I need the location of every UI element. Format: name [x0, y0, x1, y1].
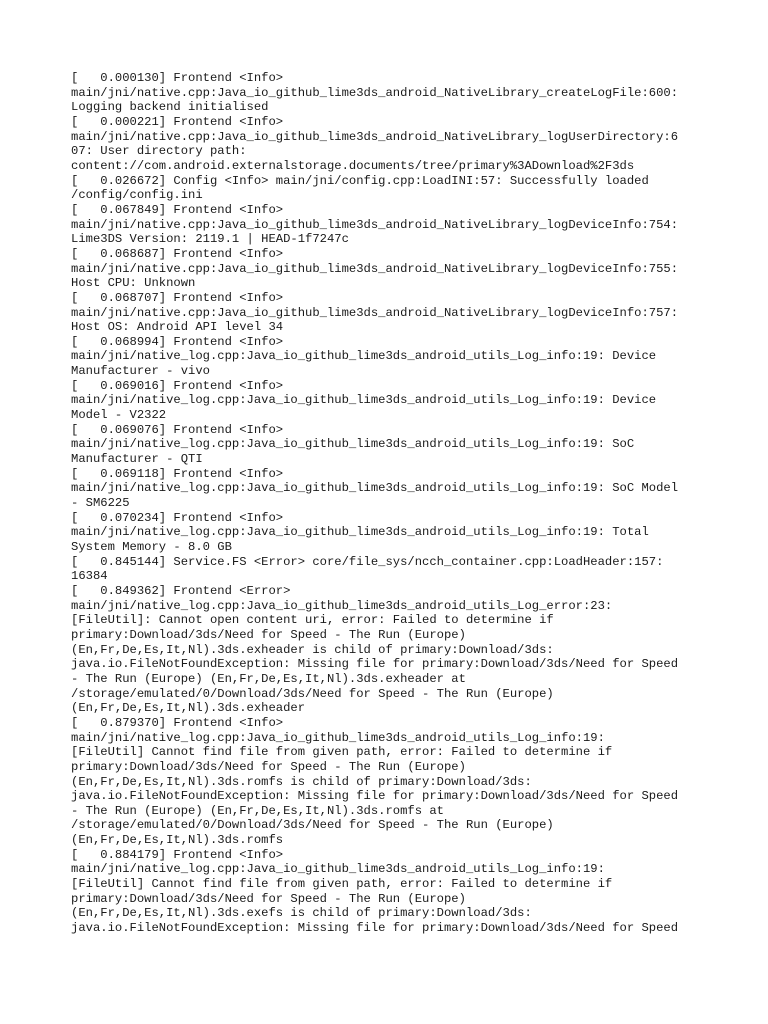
log-line: - The Run (Europe) (En,Fr,De,Es,It,Nl).3ds.exheader at: [71, 671, 466, 686]
log-line: /storage/emulated/0/Download/3ds/Need for Speed - The Run (Europe): [71, 686, 554, 701]
log-line: main/jni/native.cpp:Java_io_github_lime3ds_android_NativeLibrary_logUserDirectory:6: [71, 129, 679, 144]
log-line: java.io.FileNotFoundException: Missing file for primary:Download/3ds/Need for Speed: [71, 657, 679, 672]
log-line: primary:Download/3ds/Need for Speed - The Run (Europe): [71, 891, 466, 906]
log-line: /storage/emulated/0/Download/3ds/Need for Speed - The Run (Europe): [71, 818, 554, 833]
log-line: main/jni/native.cpp:Java_io_github_lime3ds_android_NativeLibrary_logDeviceInfo:755:: [71, 261, 679, 276]
log-line: Manufacturer - QTI: [71, 452, 203, 467]
log-line: [ 0.000130] Frontend <Info>: [71, 71, 284, 85]
log-line: [ 0.845144] Service.FS <Error> core/file_sys/ncch_container.cpp:LoadHeader:157:: [71, 554, 664, 569]
log-line: main/jni/native.cpp:Java_io_github_lime3ds_android_NativeLibrary_logDeviceInfo:757:: [71, 305, 679, 320]
log-line: content://com.android.externalstorage.documents/tree/primary%3ADownload%2F3ds: [71, 158, 635, 173]
log-document-page: [71, 71, 711, 936]
log-text-body: [71, 71, 711, 936]
log-line: primary:Download/3ds/Need for Speed - The Run (Europe): [71, 759, 466, 774]
log-line: [ 0.000221] Frontend <Info>: [71, 114, 284, 129]
log-line: Host CPU: Unknown: [71, 276, 196, 291]
log-line: Lime3DS Version: 2119.1 | HEAD-1f7247c: [71, 232, 349, 247]
log-line: main/jni/native_log.cpp:Java_io_github_lime3ds_android_utils_Log_info:19:: [71, 730, 605, 745]
log-line: [ 0.067849] Frontend <Info>: [71, 202, 284, 217]
log-line: main/jni/native_log.cpp:Java_io_github_lime3ds_android_utils_Log_info:19:: [71, 862, 605, 877]
log-line: (En,Fr,De,Es,It,Nl).3ds.exefs is child of primary:Download/3ds:: [71, 906, 532, 921]
log-line: main/jni/native_log.cpp:Java_io_github_lime3ds_android_utils_Log_error:23:: [71, 598, 613, 613]
log-line: (En,Fr,De,Es,It,Nl).3ds.romfs: [71, 833, 284, 848]
log-line: main/jni/native_log.cpp:Java_io_github_lime3ds_android_utils_Log_info:19: SoC Model: [71, 481, 679, 496]
log-line: main/jni/native.cpp:Java_io_github_lime3ds_android_NativeLibrary_logDeviceInfo:754:: [71, 217, 679, 232]
log-line: [ 0.068687] Frontend <Info>: [71, 246, 284, 261]
log-line: [ 0.069076] Frontend <Info>: [71, 422, 284, 437]
log-line: 16384: [71, 569, 108, 584]
log-line: [ 0.068994] Frontend <Info>: [71, 334, 284, 349]
log-line: System Memory - 8.0 GB: [71, 540, 232, 554]
log-line: main/jni/native_log.cpp:Java_io_github_lime3ds_android_utils_Log_info:19: Device: [71, 349, 657, 364]
log-line: main/jni/native_log.cpp:Java_io_github_lime3ds_android_utils_Log_info:19: Device: [71, 393, 657, 408]
log-line: [ 0.069118] Frontend <Info>: [71, 466, 284, 481]
log-line: [ 0.026672] Config <Info> main/jni/config.cpp:LoadINI:57: Successfully loaded: [71, 173, 649, 188]
log-line: (En,Fr,De,Es,It,Nl).3ds.exheader: [71, 701, 306, 716]
log-line: java.io.FileNotFoundException: Missing file for primary:Download/3ds/Need for Speed: [71, 921, 679, 936]
log-line: [FileUtil] Cannot find file from given path, error: Failed to determine if: [71, 877, 613, 892]
log-line: - SM6225: [71, 496, 130, 511]
log-line: [ 0.070234] Frontend <Info>: [71, 510, 284, 525]
log-line: Model - V2322: [71, 408, 167, 423]
log-line: main/jni/native.cpp:Java_io_github_lime3ds_android_NativeLibrary_createLogFile:600:: [71, 85, 679, 100]
log-line: [ 0.884179] Frontend <Info>: [71, 847, 284, 862]
log-line: 07: User directory path:: [71, 144, 247, 159]
log-line: main/jni/native_log.cpp:Java_io_github_lime3ds_android_utils_Log_info:19: Total: [71, 525, 649, 540]
log-line: Manufacturer - vivo: [71, 364, 210, 379]
log-line: [ 0.879370] Frontend <Info>: [71, 715, 284, 730]
log-line: [FileUtil]: Cannot open content uri, error: Failed to determine if: [71, 613, 554, 628]
log-line: java.io.FileNotFoundException: Missing file for primary:Download/3ds/Need for Speed: [71, 789, 679, 804]
log-line: (En,Fr,De,Es,It,Nl).3ds.exheader is child of primary:Download/3ds:: [71, 642, 554, 657]
log-line: Host OS: Android API level 34: [71, 320, 284, 335]
log-line: - The Run (Europe) (En,Fr,De,Es,It,Nl).3ds.romfs at: [71, 803, 444, 818]
log-line: Logging backend initialised: [71, 100, 269, 115]
log-line: (En,Fr,De,Es,It,Nl).3ds.romfs is child of primary:Download/3ds:: [71, 774, 532, 789]
log-line: [FileUtil] Cannot find file from given path, error: Failed to determine if: [71, 745, 613, 760]
log-line: [ 0.849362] Frontend <Error>: [71, 583, 291, 598]
log-line: /config/config.ini: [71, 188, 203, 203]
log-line: primary:Download/3ds/Need for Speed - The Run (Europe): [71, 627, 466, 642]
log-line: [ 0.068707] Frontend <Info>: [71, 290, 284, 305]
log-line: main/jni/native_log.cpp:Java_io_github_lime3ds_android_utils_Log_info:19: SoC: [71, 437, 635, 452]
log-line: [ 0.069016] Frontend <Info>: [71, 378, 284, 393]
